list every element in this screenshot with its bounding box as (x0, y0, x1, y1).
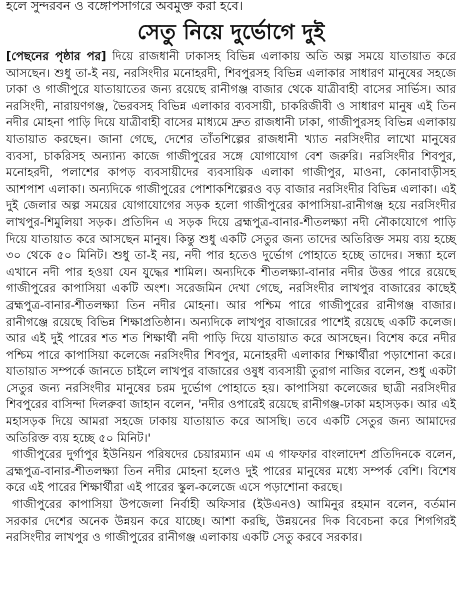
previous-article-last-line: হলে সুন্দরবন ও বঙ্গোপসাগরে অবমুক্ত করা হবে। (6, 0, 244, 13)
article-body (6, 48, 456, 546)
continued-from-back-page-tag: [পেছনের পৃষ্ঠার পর] (6, 49, 107, 63)
article-paragraph-2: গাজীপুরের দুর্গাপুর ইউনিয়ন পরিষদের চেয়ারম্যান এম এ গাফফার বাংলাদেশ প্রতিদিনকে বলেন, ব্রহ্মপুত্র-বানার-শীতলক্ষ্যা তিন নদীর মোহনা হলেও দুই পারের মানুষের মধ্যে সম্পর্ক বেশি। বিশেষ করে এই পারের শিক্ষার্থীরা এই পারের স্কুল-কলেজে এসে পড়াশোনা করছে। (6, 447, 456, 495)
article-paragraph-3: গাজীপুরের কাপাসিয়া উপজেলা নির্বাহী অফিসার (ইউএনও) আমিনুর রহমান বলেন, বর্তমান সরকার দেশের অনেক উন্নয়ন করে যাচ্ছে। আশা করছি, উন্নয়নের দিক বিবেচনা করে শিগগিরই নরসিংদীর লাখপুর ও গাজীপুরের রানীগঞ্জ এলাকায় একটি সেতু করবে সরকার। (6, 497, 456, 545)
paragraph-1-text: দিয়ে রাজধানী ঢাকাসহ বিভিন্ন এলাকায় অতি অল্প সময়ে যাতায়াত করে আসছেন। শুধু তা-ই নয়, নরসিংদীর মনোহরদী, শিবপুরসহ বিভিন্ন এলাকার সাধারণ মানুষের সহজে ঢাকা ও গাজীপুরে যাতায়াতের জন্য রয়েছে রানীগঞ্জ বাজার থেকে যাত্রীবাহী বাসের সার্ভিস। আর নরসিংদী, নারায়ণগঞ্জ, ভৈরবসহ বিভিন্ন এলাকার ব্যবসায়ী, চাকরিজীবী ও সাধারণ মানুষ এই তিন নদীর মোহনা পাড়ি দিয়ে যাত্রীবাহী বাসের মাধ্যমে দ্রুত রাজধানী ঢাকা, গাজীপুরসহ বিভিন্ন এলাকায় যাতায়াত করছেন। জানা গেছে, দেশের তাঁতশিল্পের রাজধানী খ্যাত নরসিংদীর লাখো মানুষের ব্যবসা, চাকরিসহ অন্যান্য কাজে গাজীপুরের সঙ্গে যোগাযোগ বেশ জরুরি। নরসিংদীর শিবপুর, মনোহরদী, পলাশের কাপড় ব্যবসায়ীদের ব্যবসায়িক এলাকা গাজীপুর, মাওনা, কোনাবাড়ীসহ আশপাশ এলাকা। অন্যদিকে গাজীপুরের পোশাকশিল্পেরও বড় বাজার নরসিংদীর বিভিন্ন এলাকা। এই দুই জেলার অল্প সময়ের যোগাযোগের সড়ক হলো গাজীপুরের কাপাসিয়া-রানীগঞ্জ হয়ে নরসিংদীর লাখপুর-শিমুলিয়া সড়ক। প্রতিদিন এ সড়ক দিয়ে ব্রহ্মপুত্র-বানার-শীতলক্ষ্যা নদী নৌকাযোগে পাড়ি দিয়ে যাতায়াত করে আসছেন মানুষ। কিন্তু শুধু একটি সেতুর জন্য তাদের অতিরিক্ত সময় ব্যয় হচ্ছে ৩০ থেকে ৫০ মিনিট। শুধু তা-ই নয়, নদী পার হতেও দুর্ভোগ পোহাতে হচ্ছে তাদের। সন্ধ্যা হলে এখানে নদী পার হওয়া যেন যুদ্ধের শামিল। অন্যদিকে শীতলক্ষ্যা-বানার নদীর উত্তর পারে রয়েছে গাজীপুরের কাপাসিয়া একটি অংশ। সরেজমিন দেখা গেছে, নরসিংদীর লাখপুর বাজারের কাছেই ব্রহ্মপুত্র-বানার-শীতলক্ষ্যা তিন নদীর মোহনা। আর পশ্চিম পারে গাজীপুরের রানীগঞ্জ বাজার। রানীগঞ্জে রয়েছে বিভিন্ন শিক্ষাপ্রতিষ্ঠান। অন্যদিকে লাখপুর বাজারের পাশেই রয়েছে একটি কলেজ। আর এই দুই পারের শত শত শিক্ষার্থী নদী পাড়ি দিয়ে যাতায়াত করে আসছেন। বিশেষ করে নদীর পশ্চিম পারে কাপাসিয়া কলেজে নরসিংদীর শিবপুর, মনোহরদী এলাকার শিক্ষার্থীরা পড়াশোনা করে। যাতায়াত সম্পর্কে জানতে চাইলে লাখপুর বাজারের ওষুধ ব্যবসায়ী তুরাগ নাজির বলেন, শুধু একটা সেতুর জন্য নরসিংদীর মানুষের চরম দুর্ভোগ পোহাতে হয়। কাপাসিয়া কলেজের ছাত্রী নরসিংদীর শিবপুরের বাসিন্দা দিলরুবা জাহান বলেন, 'নদীর ওপারেই রয়েছে রানীগঞ্জ-ঢাকা মহাসড়ক। আর এই মহাসড়ক দিয়ে আমরা সহজে ঢাকায় যাতায়াত করে আসছি। তবে একটি সেতুর জন্য আমাদের অতিরিক্ত ব্যয় হচ্ছে ৫০ মিনিট।' (6, 49, 456, 445)
article-headline: সেতু নিয়ে দুর্ভোগে দুই (137, 20, 325, 44)
article-paragraph-1 (6, 48, 456, 446)
